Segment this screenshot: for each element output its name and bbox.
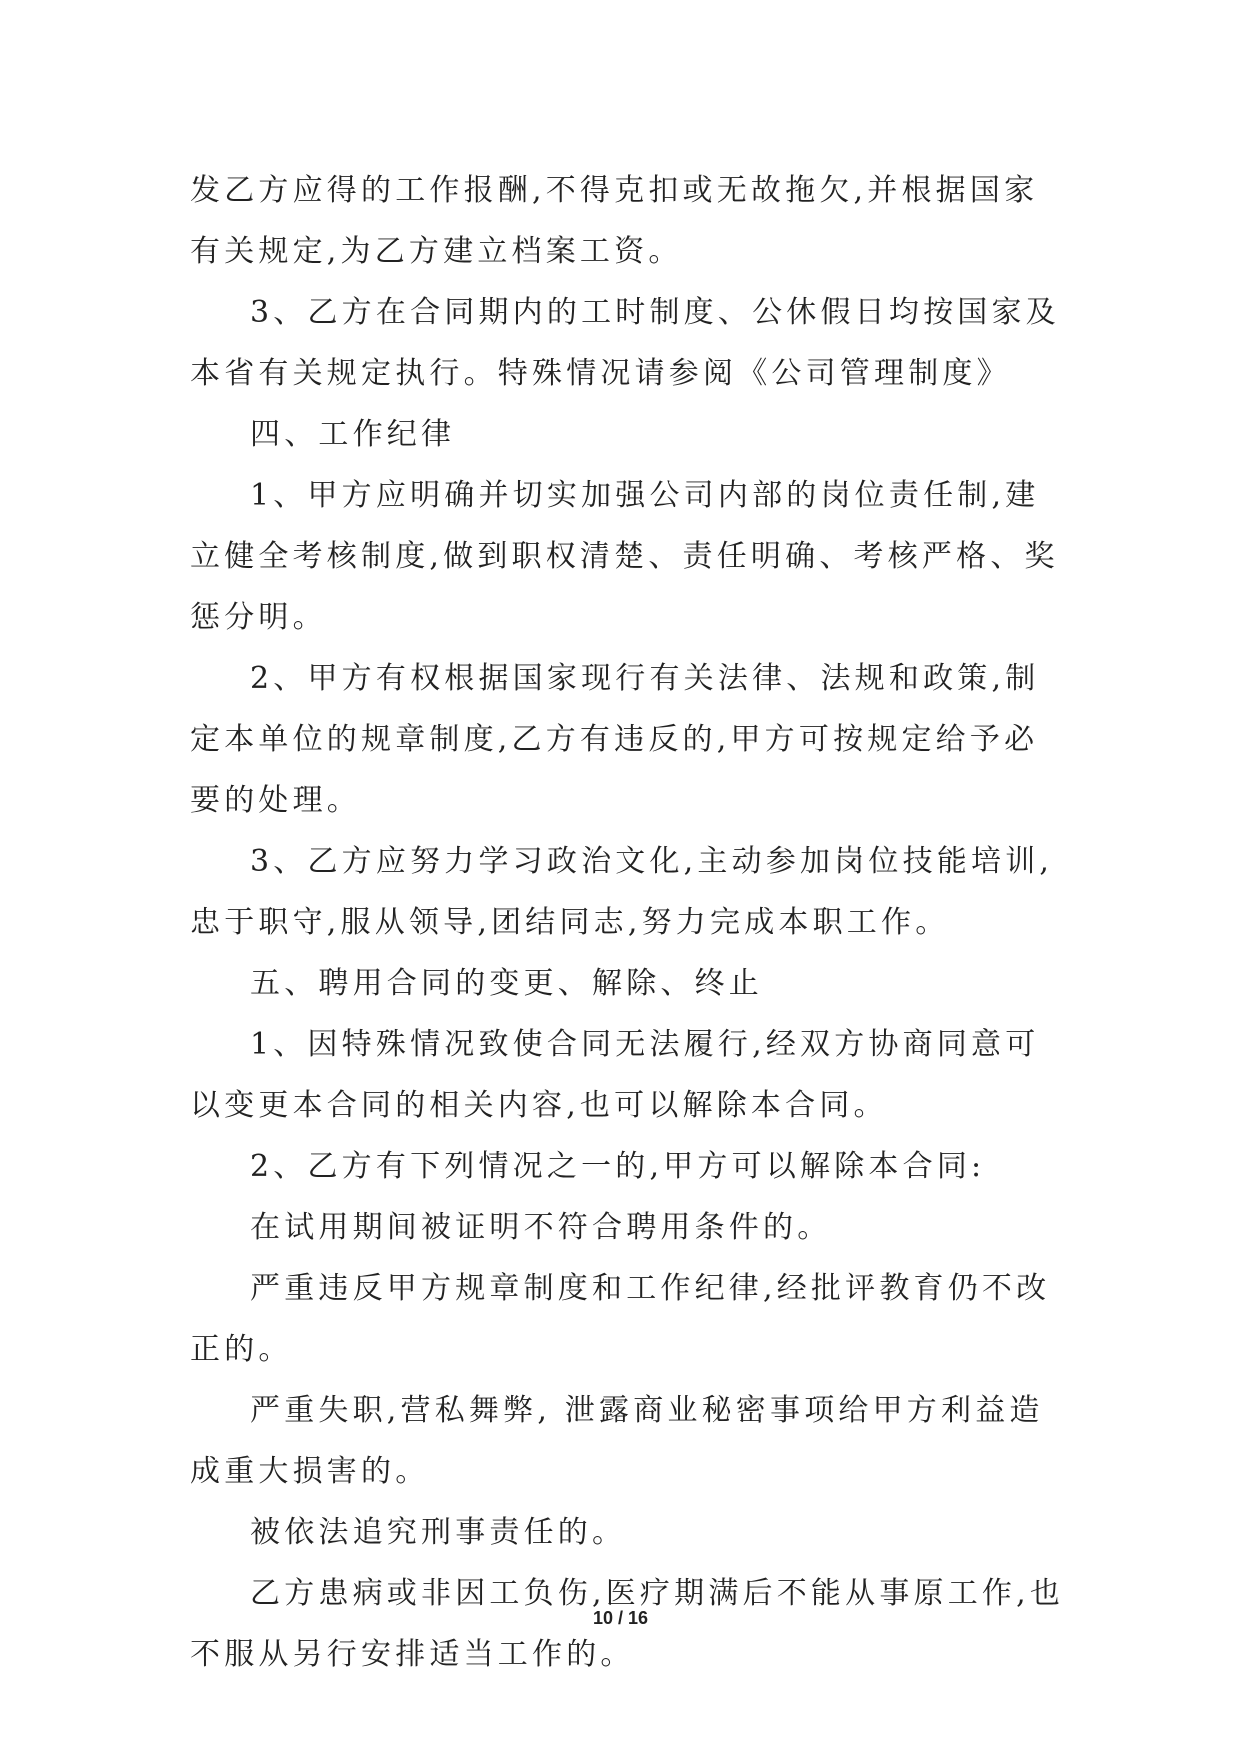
paragraph-work-hours: 3、乙方在合同期内的工时制度、公休假日均按国家及本省有关规定执行。特殊情况请参阅《公司管理制度》 [190, 295, 1060, 391]
document-body [190, 160, 1070, 1685]
list-item-misconduct: 严重失职,营私舞弊, 泄露商业秘密事项给甲方利益造成重大损害的。 [190, 1393, 1044, 1489]
section-heading-work-discipline: 四、工作纪律 [250, 417, 456, 452]
list-item-probation: 在试用期间被证明不符合聘用条件的。 [250, 1210, 832, 1245]
paragraph-rules-regulations: 2、甲方有权根据国家现行有关法律、法规和政策,制定本单位的规章制度,乙方有违反的,甲方可按规定给予必要的处理。 [190, 661, 1040, 818]
list-item-criminal: 被依法追究刑事责任的。 [250, 1515, 627, 1550]
list-item-violation: 严重违反甲方规章制度和工作纪律,经批评教育仍不改正的。 [190, 1271, 1051, 1367]
section-heading-contract-change: 五、聘用合同的变更、解除、终止 [250, 966, 763, 1001]
paragraph-contract-modification: 1、因特殊情况致使合同无法履行,经双方协商同意可以变更本合同的相关内容,也可以解除本合同。 [190, 1027, 1040, 1123]
list-item-illness: 乙方患病或非因工负伤,医疗期满后不能从事原工作,也不服从另行安排适当工作的。 [190, 1576, 1065, 1672]
paragraph-study-training: 3、乙方应努力学习政治文化,主动参加岗位技能培训,忠于职守,服从领导,团结同志,努力完成本职工作。 [190, 844, 1054, 940]
page-number: 10 / 16 [592, 1608, 649, 1628]
paragraph-continuation: 发乙方应得的工作报酬,不得克扣或无故拖欠,并根据国家有关规定,为乙方建立档案工资。 [190, 173, 1039, 269]
paragraph-responsibility-system: 1、甲方应明确并切实加强公司内部的岗位责任制,建立健全考核制度,做到职权清楚、责任明确、考核严格、奖惩分明。 [190, 478, 1059, 635]
paragraph-termination-conditions: 2、乙方有下列情况之一的,甲方可以解除本合同: [250, 1149, 986, 1184]
